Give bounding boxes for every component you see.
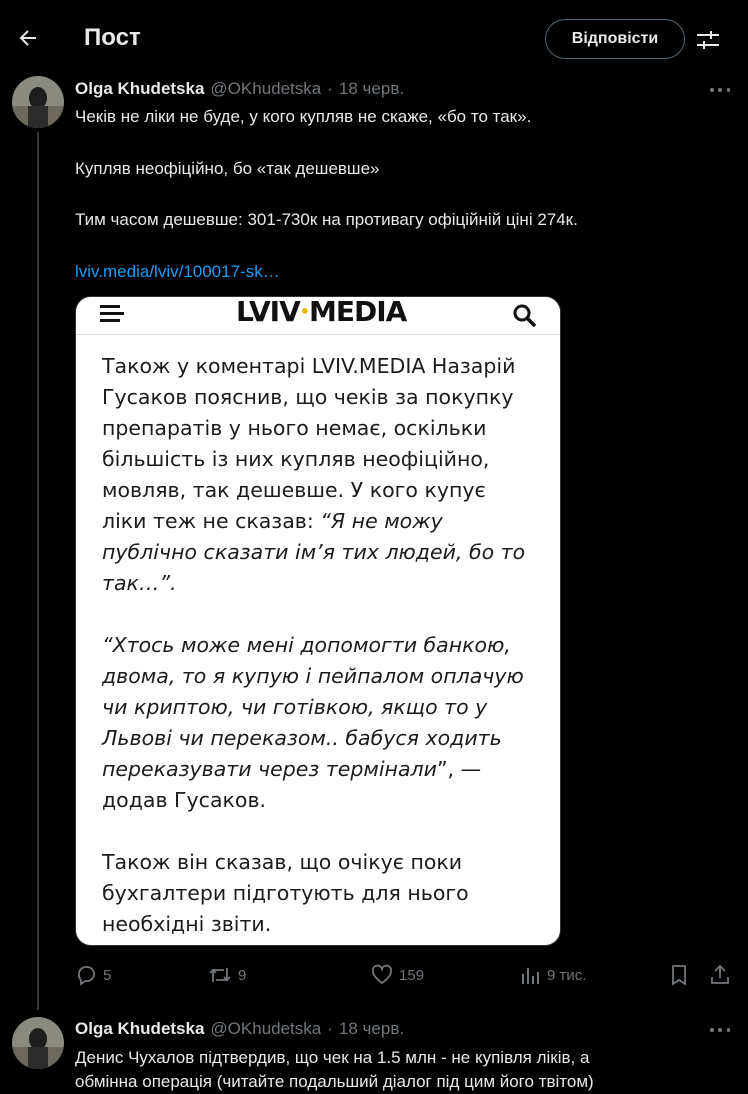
article-line [102, 506, 552, 537]
attached-screenshot[interactable] [75, 296, 561, 946]
settings-sliders-icon [694, 26, 722, 54]
logo-right: MEDIA [308, 296, 407, 328]
article-quote-line [102, 754, 552, 785]
back-arrow-icon [16, 26, 40, 50]
reply-button[interactable]: Відповісти [545, 19, 685, 59]
reply-count: 5 [103, 966, 112, 984]
article-line: публічно сказати ім’я тих людей, бо то [102, 540, 526, 564]
article-text: ліки теж не сказав: [102, 509, 321, 533]
thread-connector [37, 132, 39, 1010]
repost-icon [208, 964, 232, 986]
magnifier-icon [512, 303, 538, 329]
more-icon[interactable] [706, 82, 734, 98]
article-line: так…”. [102, 571, 177, 595]
more-icon[interactable] [706, 1022, 734, 1038]
repost-count: 9 [238, 966, 247, 984]
site-header [76, 297, 561, 335]
site-logo: LVIV•MEDIA [236, 296, 407, 328]
views-icon [521, 964, 541, 986]
author-handle[interactable]: @OKhudetska [210, 79, 322, 98]
like-action[interactable] [371, 960, 424, 990]
views-action[interactable] [521, 960, 586, 990]
article-line: більшість із них купляв неофіційно, [102, 447, 490, 471]
like-icon [371, 964, 393, 986]
post-actions [75, 960, 735, 990]
post-time[interactable]: 18 черв. [338, 79, 405, 98]
separator-dot: · [327, 1019, 333, 1038]
post-text-line: обмінна операція (читайте подальший діалог під цим його твітом) [75, 1072, 594, 1091]
article-link[interactable]: lviv.media/lviv/100017-sk… [75, 262, 280, 281]
separator-dot: · [327, 79, 333, 98]
avatar-photo-icon [12, 1017, 64, 1069]
article-line: мовляв, так дешевше. У кого купує [102, 478, 486, 502]
bookmark-icon [669, 964, 689, 986]
avatar-photo-icon [12, 76, 64, 128]
author-handle[interactable]: @OKhudetska [210, 1019, 322, 1038]
views-count: 9 тис. [547, 966, 587, 984]
settings-button[interactable] [694, 26, 722, 54]
page-title: Пост [84, 24, 141, 51]
article-quote-start: “Я не можу [320, 509, 443, 533]
article-line: необхідні звіти. [102, 912, 272, 936]
author-name[interactable]: Olga Khudetska [75, 79, 205, 98]
article-line: препаратів у нього немає, оскільки [102, 416, 487, 440]
article-quote-line: “Хтось може мені допомогти банкою, [102, 633, 511, 657]
article-quote-line: Львові чи переказом.. бабуся ходить [102, 726, 502, 750]
author-name[interactable]: Olga Khudetska [75, 1019, 205, 1038]
article-line: Гусаков пояснив, що чеків за покупку [102, 385, 514, 409]
article-excerpt [102, 351, 552, 940]
bookmark-action[interactable] [669, 960, 689, 990]
article-line: бухгалтери підготують для нього [102, 881, 469, 905]
share-icon [709, 964, 731, 986]
author-avatar[interactable] [12, 1017, 64, 1069]
back-button[interactable] [12, 22, 44, 54]
top-bar [0, 0, 748, 78]
article-line: додав Гусаков. [102, 788, 267, 812]
share-action[interactable] [709, 960, 731, 990]
post-author-row [75, 79, 404, 99]
article-quote-text: переказувати через термінали [102, 757, 437, 781]
article-quote-line: чи криптою, чи готівкою, якщо то у [102, 695, 488, 719]
post-author-row [75, 1019, 404, 1039]
repost-action[interactable] [208, 960, 246, 990]
author-avatar[interactable] [12, 76, 64, 128]
post-text-line: Денис Чухалов підтвердив, що чек на 1.5 млн - не купівля ліків, а [75, 1048, 590, 1067]
article-line: Також у коментарі LVIV.MEDIA Назарій [102, 354, 516, 378]
post-text-line: Тим часом дешевше: 301-730к на противагу офіційній ціні 274к. [75, 210, 578, 229]
post-time[interactable]: 18 черв. [338, 1019, 405, 1038]
reply-action[interactable] [75, 960, 111, 990]
post-text-line: Чеків не ліки не буде, у кого купляв не скаже, «бо то так». [75, 107, 532, 126]
post-text-line: Купляв неофіційно, бо «так дешевше» [75, 159, 380, 178]
like-count: 159 [399, 966, 425, 984]
article-quote-line: двома, то я купую і пейпалом оплачую [102, 664, 524, 688]
logo-left: LVIV [236, 296, 300, 328]
post-text [75, 1046, 594, 1094]
reply-icon [75, 964, 97, 986]
menu-icon [100, 305, 124, 323]
article-line: Також він сказав, що очікує поки [102, 850, 463, 874]
article-quote-tail: ”, — [436, 757, 482, 781]
